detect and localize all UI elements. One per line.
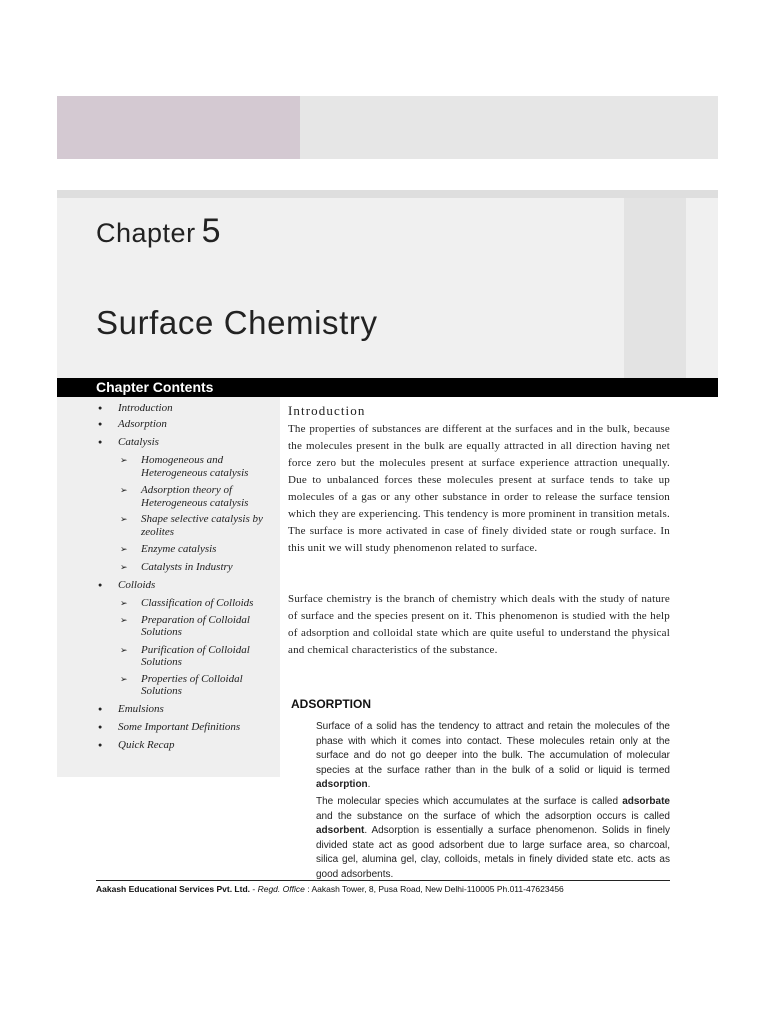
adsorption-p2-c: . Adsorption is essentially a surface phenomenon. Solids in finely divided state act as good adsorbent due to large surface area, so charcoal, silica gel, alumina gel, clay, colloids, metals in finely divided state etc. acts as good adsorbents. [316, 825, 670, 880]
toc-subitem: ➢ Shape selective catalysis by zeolites [96, 513, 276, 538]
toc-item: ● Some Important Definitions [96, 721, 276, 734]
footer-office-label: Regd. Office [257, 884, 305, 894]
toc-item: ● Adsorption [96, 418, 276, 431]
chapter-number: 5 [201, 212, 221, 250]
page-title: Surface Chemistry [96, 304, 378, 341]
toc-item: ● Introduction [96, 402, 276, 415]
adsorption-paragraph-1 [316, 720, 670, 793]
footer [96, 884, 564, 894]
toc-subitem: ➢ Classification of Colloids [96, 597, 276, 610]
top-band-accent [57, 96, 300, 159]
top-decorative-band [57, 96, 718, 159]
toc-subitem: ➢ Catalysts in Industry [96, 561, 276, 574]
footer-divider [96, 880, 670, 881]
adsorption-p2-b: and the substance on the surface of which the adsorption occurs is called [316, 810, 670, 822]
toc-subitem: ➢ Homogeneous and Heterogeneous catalysis [96, 454, 276, 479]
toc-item: ● Colloids [96, 579, 276, 592]
chapter-word: Chapter [96, 218, 196, 248]
title-panel-pillar [624, 198, 686, 378]
introduction-heading: Introduction [288, 403, 366, 418]
toc-subitem: ➢ Properties of Colloidal Solutions [96, 673, 276, 698]
toc-subitem: ➢ Adsorption theory of Heterogeneous catalysis [96, 484, 276, 509]
toc-item: ● Quick Recap [96, 739, 276, 752]
footer-address: : Aakash Tower, 8, Pusa Road, New Delhi-110005 Ph.011-47623456 [304, 884, 564, 894]
chapter-contents-label: Chapter Contents [96, 379, 214, 395]
adsorption-p1-end: . [367, 779, 371, 790]
adsorption-heading: ADSORPTION [291, 697, 372, 711]
introduction-paragraph-1: The properties of substances are different at the surfaces and in the bulk, because the molecules present in the bulk are equally attracted in all direction having net force zero but the molecules present at surface experience attraction unequally. Due to unbalanced forces these molecules present at surface tends to take up molecules of a gas or any other substance in order to release the surface tension which they are experiencing. This tendency is more prominent in transition metals. The surface is more activated in case of finely divided state or rough surface. In this unit we will study phenomenon related to surface. [288, 423, 670, 554]
footer-company: Aakash Educational Services Pvt. Ltd. [96, 884, 251, 894]
introduction-paragraph-2: Surface chemistry is the branch of chemistry which deals with the study of nature of surface and the species present on it. This phenomenon is studied with the help of adsorption and colloidal state which are quite useful to understand the physical and chemical characteristics of the substance. [288, 593, 670, 656]
adsorption-term: adsorption [316, 779, 368, 790]
title-panel-strip [57, 190, 718, 198]
chapter-contents-bar [57, 378, 718, 397]
chapter-label [96, 212, 221, 251]
toc-item: ● Catalysis [96, 436, 276, 449]
table-of-contents [96, 402, 276, 752]
adsorption-paragraph-2 [316, 795, 670, 882]
toc-subitem: ➢ Preparation of Colloidal Solutions [96, 614, 276, 639]
toc-subitem: ➢ Purification of Colloidal Solutions [96, 644, 276, 669]
footer-separator: - [250, 884, 258, 894]
adsorption-p2-a: The molecular species which accumulates at the surface is called [316, 796, 623, 807]
adsorbate-term: adsorbate [622, 796, 670, 807]
adsorption-p1-text: Surface of a solid has the tendency to attract and retain the molecules of the phase with which it comes into contact. These molecules retain only at the surface and do not go deeper into the bulk. The accumulation of molecular species at the surface rather than in the bulk of a solid or liquid is termed [316, 721, 670, 776]
toc-subitem: ➢ Enzyme catalysis [96, 543, 276, 556]
adsorbent-term: adsorbent [316, 825, 365, 836]
toc-item: ● Emulsions [96, 703, 276, 716]
